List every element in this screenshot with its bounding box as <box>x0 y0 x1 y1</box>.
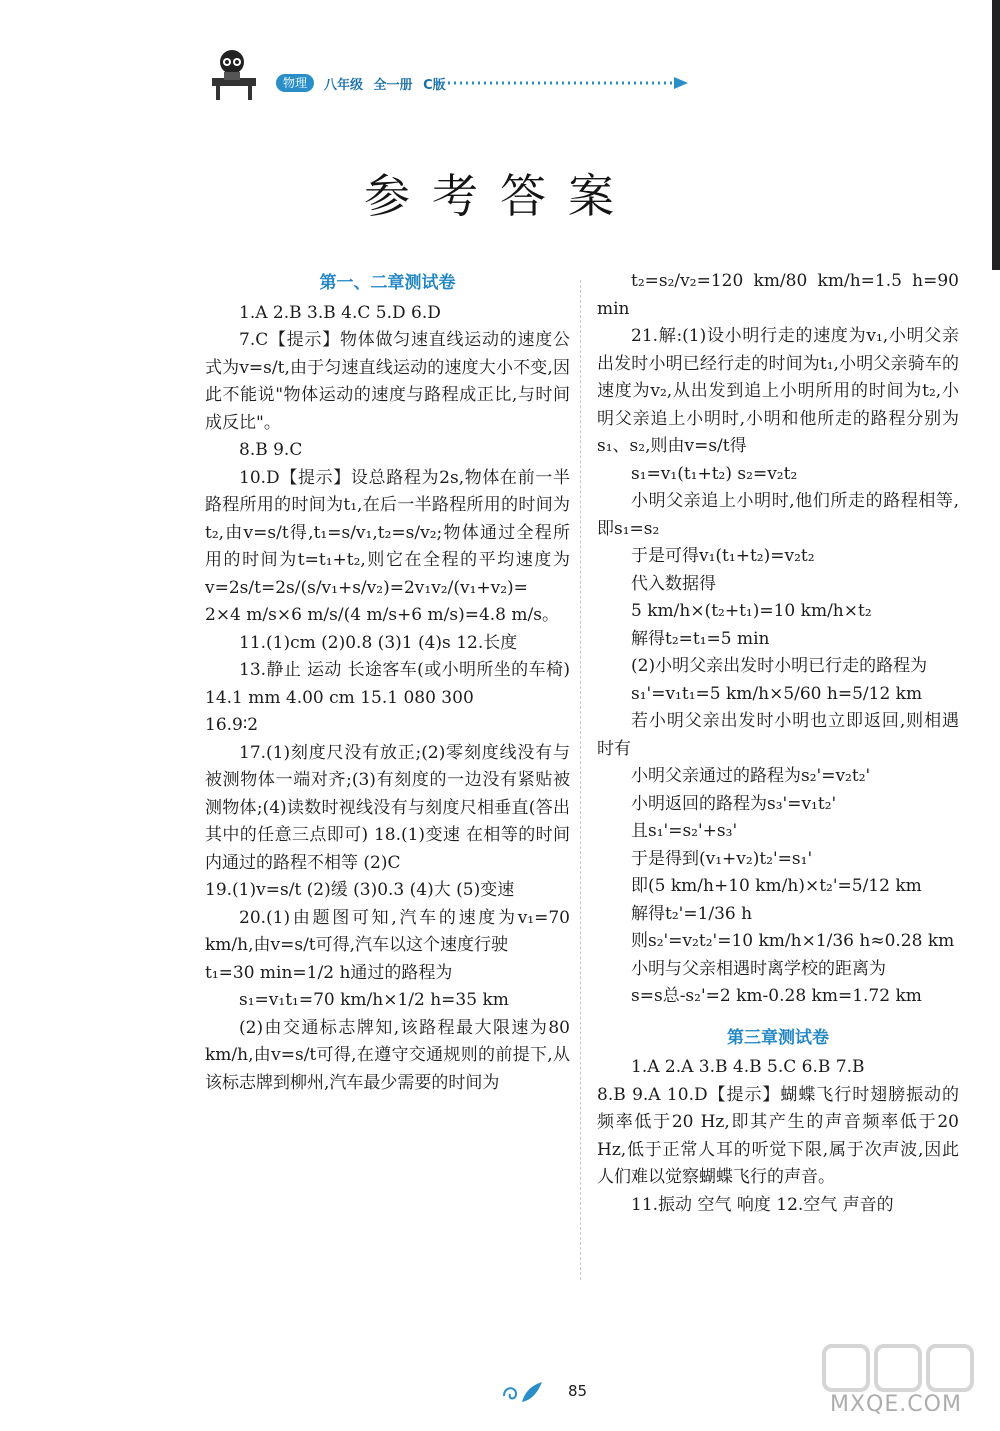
answer-line: 11.(1)cm (2)0.8 (3)1 (4)s 12.长度 <box>239 632 518 653</box>
answer-line: t₁=30 min=1/2 h通过的路程为 <box>205 962 453 983</box>
answer-line: 7.C【提示】物体做匀速直线运动的速度公式为v=s/t,由于匀速直线运动的速度大小不变,因此不能说"物体运动的速度与路程成正比,与时间成反比"。 <box>205 330 570 433</box>
swirl-leaf-icon <box>500 1378 544 1406</box>
answer-line: 13.静止 运动 长途客车(或小明所坐的车椅) 14.1 mm 4.00 cm 15.1 080 300 <box>205 660 570 708</box>
section-title-ch1-2: 第一、二章测试卷 <box>319 273 456 293</box>
mascot-icon <box>200 44 260 104</box>
grade-label: 八年级 <box>324 78 364 93</box>
answer-line: 20.(1)由题图可知,汽车的速度为v₁=70 km/h,由v=s/t可得,汽车以这个速度行驶 <box>205 907 570 955</box>
answer-line: 则s₂'=v₂t₂'=10 km/h×1/36 h≈0.28 km <box>631 931 955 951</box>
section-title-ch3: 第三章测试卷 <box>727 1027 829 1048</box>
column-divider <box>580 280 581 1280</box>
answer-line: 解得t₂=t₁=5 min <box>631 628 770 649</box>
answer-line: 1.A 2.B 3.B 4.C 5.D 6.D <box>239 302 441 323</box>
answer-line: 若小明父亲出发时小明也立即返回,则相遇时有 <box>597 711 959 759</box>
answer-line: 8.B 9.C <box>239 440 303 460</box>
right-column <box>597 268 959 1219</box>
answer-line: 且s₁'=s₂'+s₃' <box>631 821 738 841</box>
answer-line: s₁=v₁(t₁+t₂) s₂=v₂t₂ <box>631 463 798 484</box>
answer-line: 19.(1)v=s/t (2)缓 (3)0.3 (4)大 (5)变速 <box>205 880 515 900</box>
watermark-text: MXQE.COM <box>830 1392 962 1417</box>
answer-line: 于是得到(v₁+v₂)t₂'=s₁' <box>631 848 813 869</box>
volume-label: 全一册 <box>373 78 413 93</box>
answer-line: (2)由交通标志牌知,该路程最大限速为80 km/h,由v=s/t可得,在遵守交通规则的前提下,从该标志牌到柳州,汽车最少需要的时间为 <box>205 1017 570 1093</box>
answer-line: 16.9∶2 <box>205 715 259 735</box>
answer-line: 11.振动 空气 响度 12.空气 声音的 <box>631 1194 894 1215</box>
answer-line: (2)小明父亲出发时小明已行走的路程为 <box>631 656 928 676</box>
answer-line: 即(5 km/h+10 km/h)×t₂'=5/12 km <box>631 876 922 896</box>
answer-line: s₁=v₁t₁=70 km/h×1/2 h=35 km <box>239 990 509 1010</box>
answer-line: 小明父亲通过的路程为s₂'=v₂t₂' <box>631 766 871 786</box>
answer-line: 17.(1)刻度尺没有放正;(2)零刻度线没有与被测物体一端对齐;(3)有刻度的一边没有紧贴被测物体;(4)读数时视线没有与刻度尺相垂直(答出其中的任意三点即可) 18.(1)变速 在相等的时间内通过的路程不相等 (2)C <box>205 742 570 873</box>
answer-line: 小明与父亲相遇时离学校的距离为 <box>631 958 886 979</box>
answer-line: 小明父亲追上小明时,他们所走的路程相等,即s₁=s₂ <box>597 491 959 539</box>
scan-edge <box>992 0 1000 270</box>
answer-line: 代入数据得 <box>631 573 716 594</box>
answer-line: 2×4 m/s×6 m/s/(4 m/s+6 m/s)=4.8 m/s。 <box>205 605 559 625</box>
answer-line: s₁'=v₁t₁=5 km/h×5/60 h=5/12 km <box>631 683 923 704</box>
answer-line: 5 km/h×(t₂+t₁)=10 km/h×t₂ <box>631 601 872 621</box>
edition-label: C版 <box>423 78 446 93</box>
left-column <box>205 268 570 1097</box>
page-title: 参考答案 <box>364 169 636 223</box>
page-header <box>200 44 720 104</box>
dotted-arrow-icon <box>436 76 692 90</box>
page-number: 85 <box>568 1382 588 1400</box>
answer-line: s=s总-s₂'=2 km-0.28 km=1.72 km <box>631 986 922 1006</box>
answer-line: t₂=s₂/v₂=120 km/80 km/h=1.5 h=90 min <box>597 271 959 319</box>
answer-line: 21.解:(1)设小明行走的速度为v₁,小明父亲出发时小明已经行走的时间为t₁,小明父亲骑车的速度为v₂,从出发到追上小明所用的时间为t₂,小明父亲追上小明时,小明和他所走的路程分别为s₁、s₂,则由v=s/t得 <box>597 326 959 456</box>
answer-line: 8.B 9.A 10.D【提示】蝴蝶飞行时翅膀振动的频率低于20 Hz,即其产生的声音频率低于20 Hz,低于正常人耳的听觉下限,属于次声波,因此人们难以觉察蝴蝶飞行的声音。 <box>597 1084 959 1187</box>
subject-badge: 物理 <box>276 74 314 92</box>
header-info <box>324 74 446 93</box>
answer-line: 于是可得v₁(t₁+t₂)=v₂t₂ <box>631 546 815 566</box>
answer-line: 解得t₂'=1/36 h <box>631 903 753 924</box>
answer-line: 1.A 2.A 3.B 4.B 5.C 6.B 7.B <box>631 1057 865 1077</box>
answer-line: 小明返回的路程为s₃'=v₁t₂' <box>631 793 837 814</box>
answer-line: 10.D【提示】设总路程为2s,物体在前一半路程所用的时间为t₁,在后一半路程所用的时间为t₂,由v=s/t得,t₁=s/v₁,t₂=s/v₂;物体通过全程所用的时间为t=t₁+t₂,则它在全程的平均速度为v=2s/t=2s/(s/v₁+s/v₂)=2v₁v₂/(v₁+v₂)= <box>205 467 570 598</box>
